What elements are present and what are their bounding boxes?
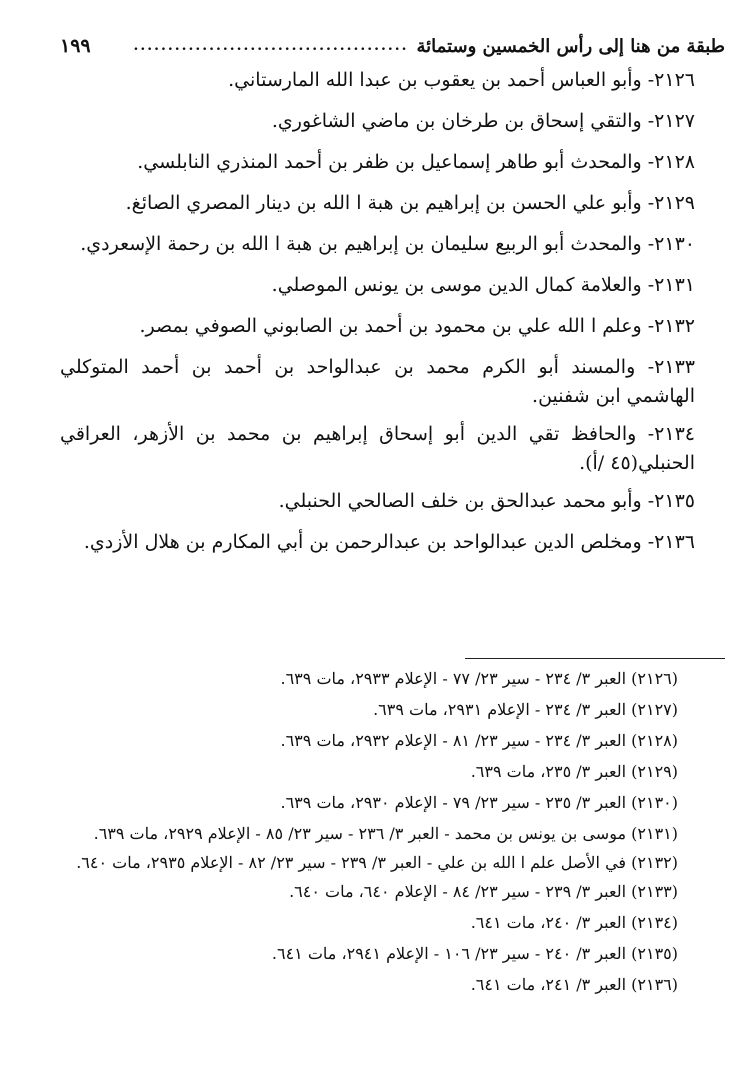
entry-2129: ٢١٢٩- وأبو علي الحسن بن إبراهيم بن هبة ا الله بن دينار المصري الصائغ. [125, 192, 695, 214]
footnote-separator [465, 658, 725, 659]
footnote-2132: (٢١٣٢) في الأصل علم ا الله بن علي - العبر ٣/ ٢٣٩ - سير ٢٣/ ٨٢ - الإعلام ٢٩٣٥، مات ٦٤٠. [76, 853, 678, 872]
page-number: ١٩٩ [60, 35, 91, 57]
running-header [60, 30, 725, 62]
entry-2132: ٢١٣٢- وعلم ا الله علي بن محمود بن أحمد بن الصابوني الصوفي بمصر. [139, 315, 695, 337]
footnote-2130: (٢١٣٠) العبر ٣/ ٢٣٥ - سير ٢٣/ ٧٩ - الإعلام ٢٩٣٠، مات ٦٣٩. [280, 793, 678, 812]
footnote-list [60, 666, 725, 1003]
entry-list [60, 66, 725, 566]
footnote-2126: (٢١٢٦) العبر ٣/ ٢٣٤ - سير ٢٣/ ٧٧ - الإعلام ٢٩٣٣، مات ٦٣٩. [280, 669, 678, 688]
entry-2126: ٢١٢٦- وأبو العباس أحمد بن يعقوب بن عبدا الله المارستاني. [228, 69, 695, 91]
footnote-2127: (٢١٢٧) العبر ٣/ ٢٣٤ - الإعلام ٢٩٣١، مات ٦٣٩. [373, 700, 678, 719]
entry-2136: ٢١٣٦- ومخلص الدين عبدالواحد بن عبدالرحمن بن أبي المكارم بن هلال الأزدي. [83, 531, 695, 553]
footnote-2129: (٢١٢٩) العبر ٣/ ٢٣٥، مات ٦٣٩. [470, 762, 678, 781]
footnote-2135: (٢١٣٥) العبر ٣/ ٢٤٠ - سير ٢٣/ ١٠٦ - الإعلام ٢٩٤١، مات ٦٤١. [271, 944, 678, 963]
running-title: طبقة من هنا إلى رأس الخمسين وستمائة [416, 35, 725, 57]
entry-2135: ٢١٣٥- وأبو محمد عبدالحق بن خلف الصالحي الحنبلي. [278, 490, 695, 512]
entry-2130: ٢١٣٠- والمحدث أبو الربيع سليمان بن إبراهيم بن هبة ا الله بن رحمة الإسعردي. [80, 233, 695, 255]
footnote-2134: (٢١٣٤) العبر ٣/ ٢٤٠، مات ٦٤١. [470, 913, 678, 932]
entry-2133: ٢١٣٣- والمسند أبو الكرم محمد بن عبدالواحد بن أحمد بن أحمد المتوكلي الهاشمي ابن شفنين. [60, 356, 695, 407]
footnote-2136: (٢١٣٦) العبر ٣/ ٢٤١، مات ٦٤١. [470, 975, 678, 994]
leader-dots: ........................................ [133, 38, 409, 54]
footnote-2128: (٢١٢٨) العبر ٣/ ٢٣٤ - سير ٢٣/ ٨١ - الإعلام ٢٩٣٢، مات ٦٣٩. [280, 731, 678, 750]
entry-2131: ٢١٣١- والعلامة كمال الدين موسى بن يونس الموصلي. [271, 274, 695, 296]
entry-2128: ٢١٢٨- والمحدث أبو طاهر إسماعيل بن ظفر بن أحمد المنذري النابلسي. [137, 151, 695, 173]
entry-2134: ٢١٣٤- والحافظ تقي الدين أبو إسحاق إبراهيم بن محمد بن الأزهر، العراقي الحنبلي(٤٥ /أ). [60, 423, 695, 474]
footnote-2131: (٢١٣١) موسى بن يونس بن محمد - العبر ٣/ ٢٣٦ - سير ٢٣/ ٨٥ - الإعلام ٢٩٢٩، مات ٦٣٩. [93, 824, 678, 843]
entry-2127: ٢١٢٧- والتقي إسحاق بن طرخان بن ماضي الشاغوري. [271, 110, 695, 132]
footnote-2133: (٢١٣٣) العبر ٣/ ٢٣٩ - سير ٢٣/ ٨٤ - الإعلام ٦٤٠، مات ٦٤٠. [289, 882, 678, 901]
